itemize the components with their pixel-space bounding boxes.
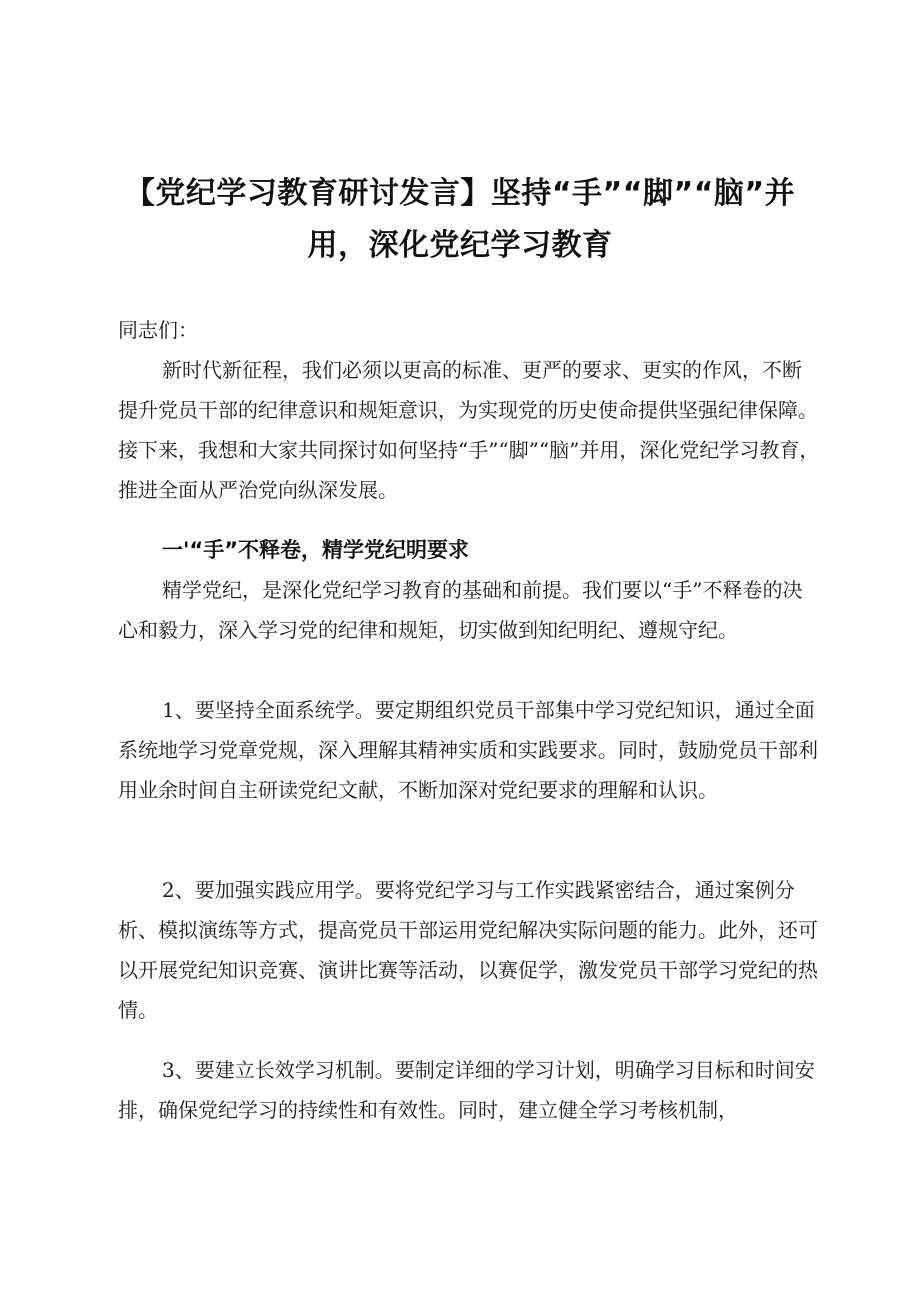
point-paragraph-3: 3、要建立长效学习机制。要制定详细的学习计划，明确学习目标和时间安排，确保党纪学习的持续性和有效性。同时，建立健全学习考核机制，: [118, 1058, 815, 1122]
point-paragraph-2: 2、要加强实践应用学。要将党纪学习与工作实践紧密结合，通过案例分析、模拟演练等方式，提高党员干部运用党纪解决实际问题的能力。此外，还可以开展党纪知识竞赛、演讲比赛等活动，以赛促学，激发党员干部学习党纪的热情。: [118, 878, 818, 1022]
section-intro-paragraph: 精学党纪，是深化党纪学习教育的基础和前提。我们要以“手”不释卷的决心和毅力，深入学习党的纪律和规矩，切实做到知纪明纪、遵规守纪。: [118, 578, 803, 642]
document-title: 【党纪学习教育研讨发言】坚持“手”“脚”“脑”并用，深化党纪学习教育: [124, 176, 796, 263]
section-heading: 一'“手”不释卷，精学党纪明要求: [162, 538, 470, 562]
point-paragraph-1: 1、要坚持全面系统学。要定期组织党员干部集中学习党纪知识，通过全面系统地学习党章党规，深入理解其精神实质和实践要求。同时，鼓励党员干部利用业余时间自主研读党纪文献，不断加深对党纪要求的理解和认识。: [118, 698, 818, 802]
greeting: 同志们：: [118, 318, 198, 342]
opening-paragraph: 新时代新征程，我们必须以更高的标准、更严的要求、更实的作风，不断提升党员干部的纪律意识和规矩意识，为实现党的历史使命提供坚强纪律保障。接下来，我想和大家共同探讨如何坚持“手”“脚”“脑”并用，深化党纪学习教育，推进全面从严治党向纵深发展。: [118, 358, 820, 502]
